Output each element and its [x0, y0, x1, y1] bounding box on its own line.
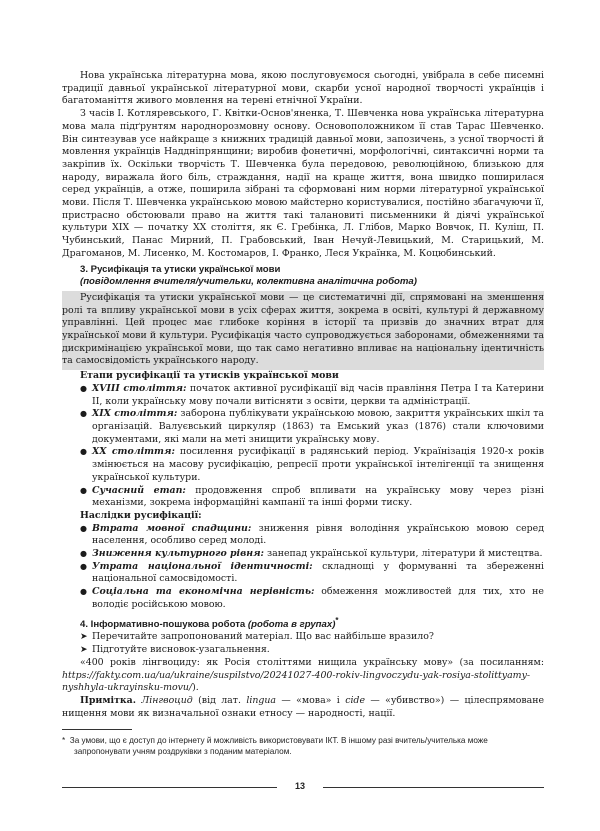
- bullet-icon: ●: [80, 587, 87, 597]
- arrow-right-icon: ➤: [80, 645, 88, 656]
- bullet-icon: ●: [80, 549, 87, 559]
- footer-line-right: [323, 787, 544, 788]
- paragraph-shevchenko: З часів І. Котляревського, Г. Квітки-Основ'яненка, Т. Шевченка нова українська літературна мова мала підґрунтям народнорозмовну основу. Основоположником її став Тарас Шевченко. Він синтезував усе найкраще з книжних традицій давньої мови, запозичень, з усної творчості й мовлення українців Наддніпрянщини; виробив фонетичні, морфологічні, синтаксичні норми та закріпив їх. Оскільки творчість Т. Шевченка була передовою, революційною, близькою для народу, виражала його біль, страждання, надії на краще життя, вона швидко поширилася серед українців, а отже, поширила зібрані та сформовані ним норми літературної української мови. Після Т. Шевченка українською мовою майстерно користувалися, постійно збагачуючи її, пристрасно обстоювали право на життя такі талановиті письменники й діячі української культури XIX — початку XX століття, як Є. Гребінка, Л. Глібов, Марко Вовчок, П. Куліш, П. Чубинський, Панас Мирний, П. Грабовський, Іван Нечуй-Левицький, М. Старицький, М. Драгоманов, М. Лисенко, М. Костомаров, І. Франко, Леся Українка, М. Коцюбинський.: [62, 108, 544, 259]
- note-paragraph: Примітка. Лінгвоцид (від лат. lingua — «мова» і cide — «убивство») — цілеспрямоване нищення мови як визначальної ознаки етносу — народності, нації.: [62, 694, 545, 719]
- section-4-heading: 4. Інформативно-пошукова робота (робота в групах)*: [80, 615, 339, 630]
- stages-list: [62, 383, 544, 510]
- section-3-subheading: (повідомлення вчителя/учительки, колективна аналітична робота): [80, 276, 417, 288]
- bullet-icon: ●: [80, 561, 87, 571]
- bullet-icon: ●: [80, 485, 87, 495]
- list-item: ● Утрата національної ідентичності: складнощі у формуванні та збереженні національної самосвідомості.: [80, 560, 544, 585]
- section-3-heading: 3. Русифікація та утиски української мови: [80, 263, 281, 275]
- tasks-list: [62, 631, 544, 656]
- bullet-icon: ●: [80, 409, 87, 419]
- bullet-icon: ●: [80, 523, 87, 533]
- list-item: ● Втрата мовної спадщини: зниження рівня володіння українською мовою серед населення, особливо серед молоді.: [80, 522, 544, 547]
- list-item: ● XIX століття: заборона публікувати українською мовою, закриття українських шкіл та організацій. Валуєвський циркуляр (1863) та Емський указ (1876) стали ключовими документами, які мали на меті знищити українську мову.: [80, 408, 544, 445]
- stages-label: Етапи русифікації та утисків української мови: [80, 370, 339, 382]
- paragraph-intro: Нова українська літературна мова, якою послуговуємося сьогодні, увібрала в себе писемні традиції давньої української літературної мови, скарби усної народної творчості українців і багатоманіття живого мовлення на терені етнічної України.: [62, 70, 544, 107]
- footnote: [62, 735, 544, 757]
- consequences-list: [62, 523, 544, 612]
- consequences-label: Наслідки русифікації:: [80, 509, 202, 521]
- page-number: 13: [294, 781, 305, 791]
- list-item: ● XX століття: посилення русифікації в радянський період. Українізація 1920-х років змінюється на масову русифікацію, репресії проти української інтелігенції та знищення української культури.: [80, 446, 544, 483]
- list-item: ● Зниження культурного рівня: занепад української культури, літератури й мистецтва.: [80, 548, 543, 560]
- bullet-icon: ●: [80, 383, 87, 393]
- page-body: [62, 70, 544, 720]
- bullet-icon: ●: [80, 447, 87, 457]
- footnote-mark: *: [335, 615, 339, 625]
- arrow-right-icon: ➤: [80, 632, 88, 643]
- section-3-shaded-block: [62, 291, 544, 370]
- list-item: ➤ Підготуйте висновок-узагальнення.: [80, 644, 270, 656]
- footnote-marker: *: [62, 736, 66, 745]
- source-link[interactable]: https://fakty.com.ua/ua/ukraine/suspilstvo/20241027-400-rokiv-lingvoczydu-yak-rosiya-stolittyamy-nyshhyla-ukrayinsku-movu/: [62, 669, 531, 694]
- footer-line-left: [62, 787, 277, 788]
- source-reference: «400 років лінгвоциду: як Росія століттями нищила українську мову» (за посиланням: https://fakty.com.ua/ua/ukraine/suspilstvo/20241027-400-rokiv-lingvoczydu-yak-rosiya-stolittyamy-nyshhyla-ukrayinsku-movu/).: [62, 656, 544, 694]
- list-item: ● Соціальна та економічна нерівність: обмеження можливостей для тих, хто не володіє російською мовою.: [80, 586, 544, 610]
- list-item: ● Сучасний етап: продовження спроб впливати на українську мову через різні механізми, зокрема інформаційні кампанії та інші форми тиску.: [80, 484, 544, 509]
- section-3-intro: Русифікація та утиски української мови — це систематичні дії, спрямовані на зменшення ролі та впливу української мови в усіх сферах життя, зокрема в освіті, культурі й державному управлінні. Цей процес має глибоке коріння в історії та призвів до значних втрат для української мови й культури. Русифікація часто супроводжується заборонами, обмеженнями та дискримінацією української мови, що так само негативно впливає на національну ідентичність та самосвідомість українського народу.: [62, 291, 544, 367]
- footnote-text: За умови, що є доступ до інтернету й можливість використовувати ІКТ. В іншому разі вчитель/учителька може запропонувати учням роздруківки з поданим матеріалом.: [69, 736, 488, 756]
- list-item: ● XVIII століття: початок активної русифікації від часів правління Петра I та Катерини II, коли українську мову почали витісняти з освіти, церкви та адміністрації.: [80, 382, 544, 407]
- footnote-divider: [62, 729, 132, 730]
- list-item: ➤ Перечитайте запропонований матеріал. Що вас найбільше вразило?: [80, 631, 434, 643]
